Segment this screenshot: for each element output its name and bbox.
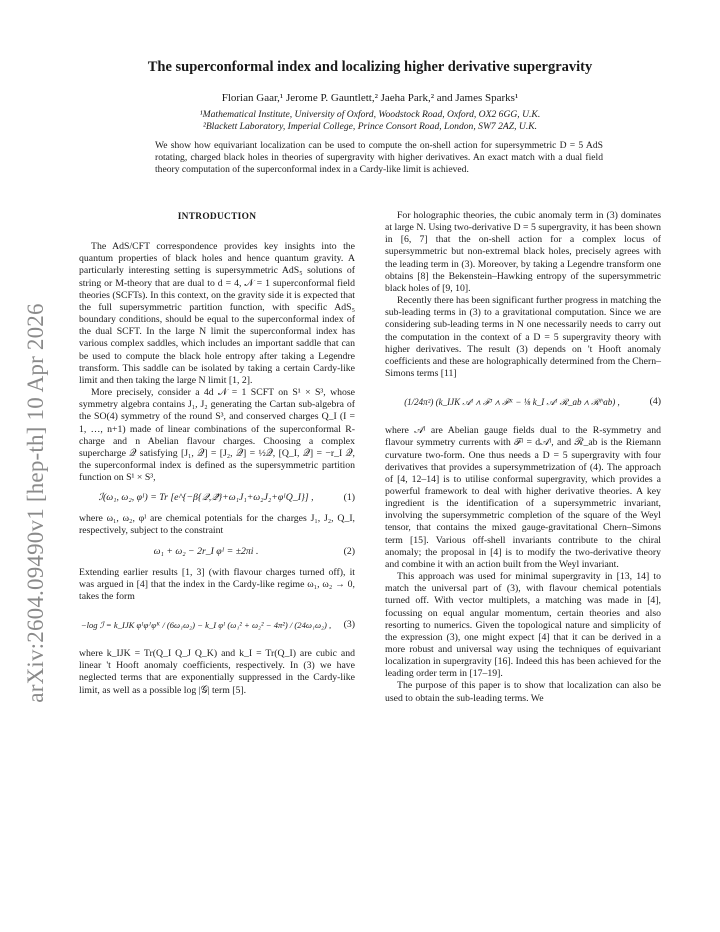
paragraph: Extending earlier results [1, 3] (with flavour charges turned off), it was argued in [4] that the index in the Cardy-like regime ω₁, ω₂ → 0, takes the form [79, 566, 355, 602]
affiliation-1: ¹Mathematical Institute, University of Oxford, Woodstock Road, Oxford, OX2 6GG, U.K. [199, 109, 541, 120]
paragraph: More precisely, consider a 4d 𝒩 = 1 SCFT on S¹ × S³, whose symmetry algebra contains J₁, J₂ generating the Cartan sub-algebra of the SO(4) symmetry of the round S³, and conserved charges Q_I (I = 1, …, n+1) made of linear combinations of the superconformal R-charge and n Abelian flavour charges. Choosing a complex supercharge 𝒬 satisfying [J₁, 𝒬] = [J₂, 𝒬] = ½𝒬, [Q_I, 𝒬] = −r_I 𝒬, the superconformal index is defined as the supersymmetric partition function on S¹ × S³, [79, 387, 355, 484]
paragraph: where k_IJK = Tr(Q_I Q_J Q_K) and k_I = Tr(Q_I) are cubic and linear 't Hooft anomaly coefficients, respectively. In (3) we have neglected terms that are exponentially suppressed in the Cardy-like limit, as well as a possible log |𝒢| term [5]. [79, 648, 355, 696]
paragraph: For holographic theories, the cubic anomaly term in (3) dominates at large N. Using two-derivative D = 5 supergravity, it has been shown in [6, 7] that the on-shell action for a complex locus of supersymmetric but non-extremal black holes, precisely agrees with the leading term in (3). Moreover, by taking a Legendre transform one obtains [8] the Bekenstein–Hawking entropy of the supersymmetric black holes of [9, 10]. [385, 210, 661, 294]
paragraph: where ω₁, ω₂, φᴵ are chemical potentials for the charges J₁, J₂, Q_I, respectively, subject to the constraint [79, 513, 355, 537]
paragraph: The AdS/CFT correspondence provides key insights into the quantum properties of black holes and hence quantum gravity. A particularly interesting setting is supersymmetric AdS₅ solutions of string or M-theory that are dual to d = 4, 𝒩 = 1 superconformal field theories (SCFTs). In this context, on the gravity side it is expected that the full supersymmetric partition function, with specific AdS₅ boundary conditions, should be equal to the superconformal index of the dual SCFT. In the large N limit the superconformal index has various complex saddles, which includes an important saddle that can be used to compute the black hole entropy after taking a Legendre transform. This saddle can be isolated by taking a certain Cardy-like limit and then taking the large N limit [1, 2]. [79, 241, 355, 386]
abstract: We show how equivariant localization can be used to compute the on-shell action for supersymmetric D = 5 AdS rotating, charged black holes in theories of supergravity with higher derivatives. An exact match with a dual field theory computation of the superconformal index in a Cardy-like limit is achieved. [155, 140, 603, 175]
equation-body: ℐ(ω₁, ω₂, φᴵ) = Tr [e^{−β{𝒬,𝒬̄}+ω₁J₁+ω₂J₂+φᴵQ_I}] , [98, 492, 314, 504]
paper-title: The superconformal index and localizing higher derivative supergravity [147, 59, 593, 75]
equation-1 [79, 491, 355, 505]
arxiv-identifier-text: arXiv:2604.09490v1 [hep-th] 10 Apr 2026 [23, 303, 48, 703]
equation-3 [79, 610, 355, 640]
equation-number: (4) [649, 396, 661, 408]
equation-body: −log ℐ = k_IJK φᴵφᴶφᴷ / (6ω₁ω₂) − k_I φᴵ (ω₁² + ω₂² − 4π²) / (24ω₁ω₂) , [80, 619, 332, 630]
equation-body: (1/24π²) (k_IJK 𝒜ᴵ ∧ ℱᴶ ∧ ℱᴷ − ⅛ k_I 𝒜ᴵ ℛ_ab ∧ ℛ^ab) , [404, 397, 620, 408]
affiliation-2: ²Blackett Laboratory, Imperial College, Prince Consort Road, London, SW7 2AZ, U.K. [202, 121, 538, 132]
author-list: Florian Gaar,¹ Jerome P. Gauntlett,² Jaeha Park,² and James Sparks¹ [221, 92, 519, 104]
section-heading: INTRODUCTION [177, 212, 257, 222]
arxiv-identifier [14, 303, 58, 703]
paragraph: This approach was used for minimal supergravity in [13, 14] to match the universal part of (3), with flavour chemical potentials turned off. With vector multiplets, a matching was made in [4], focussing on equal angular momentum, certain theories and also resorting to numerics. Given the topological nature and simplicity of the expression (3), one might expect [4] that it can be derived in a more robust and universal way using the techniques of equivariant localization in supergravity [16]. Indeed this has been achieved for the leading order term in [17–19]. [385, 571, 661, 680]
equation-body: ω₁ + ω₂ − 2r_I φᴵ = ±2πi . [153, 545, 259, 557]
paragraph: Recently there has been significant further progress in matching the sub-leading terms in (3) to a gravitational computation. Since we are considering sub-leading terms in N one necessarily needs to carry out the computation in the context of a D = 5 supergravity theory with higher derivatives. The result (3) depends on 't Hooft anomaly coefficients and these are holographically determined from the Chern–Simons terms [11] [385, 295, 661, 380]
right-column [385, 210, 661, 882]
left-column [79, 210, 355, 882]
equation-4 [385, 387, 661, 417]
paragraph: The purpose of this paper is to show that localization can also be used to obtain the sub-leading terms. We [385, 680, 661, 704]
equation-number: (1) [343, 492, 355, 504]
equation-2 [79, 545, 355, 559]
equation-number: (2) [343, 545, 355, 557]
paragraph: where 𝒜ᴵ are Abelian gauge fields dual to the R-symmetry and flavour symmetry currents with ℱᴵ = d𝒜ᴵ, and ℛ_ab is the Riemann curvature two-form. One thus needs a D = 5 supergravity with four derivatives that provides a supersymmetrization of (4). The approach of [4, 12–14] is to utilise conformal supergravity, which provides a powerful framework to deal with higher derivative theories. A key ingredient is the identification of a supersymmetric invariant, involving the supersymmetric completion of the square of the Weyl tensor, that contains the mixed gauge-gravitational Chern–Simons term [15]. Various off-shell invariants contribute to the chiral anomaly; the proposal in [4] is to modify the two-derivative theory and combine it with an action built from the Weyl invariant. [385, 425, 661, 570]
equation-number: (3) [343, 618, 355, 630]
